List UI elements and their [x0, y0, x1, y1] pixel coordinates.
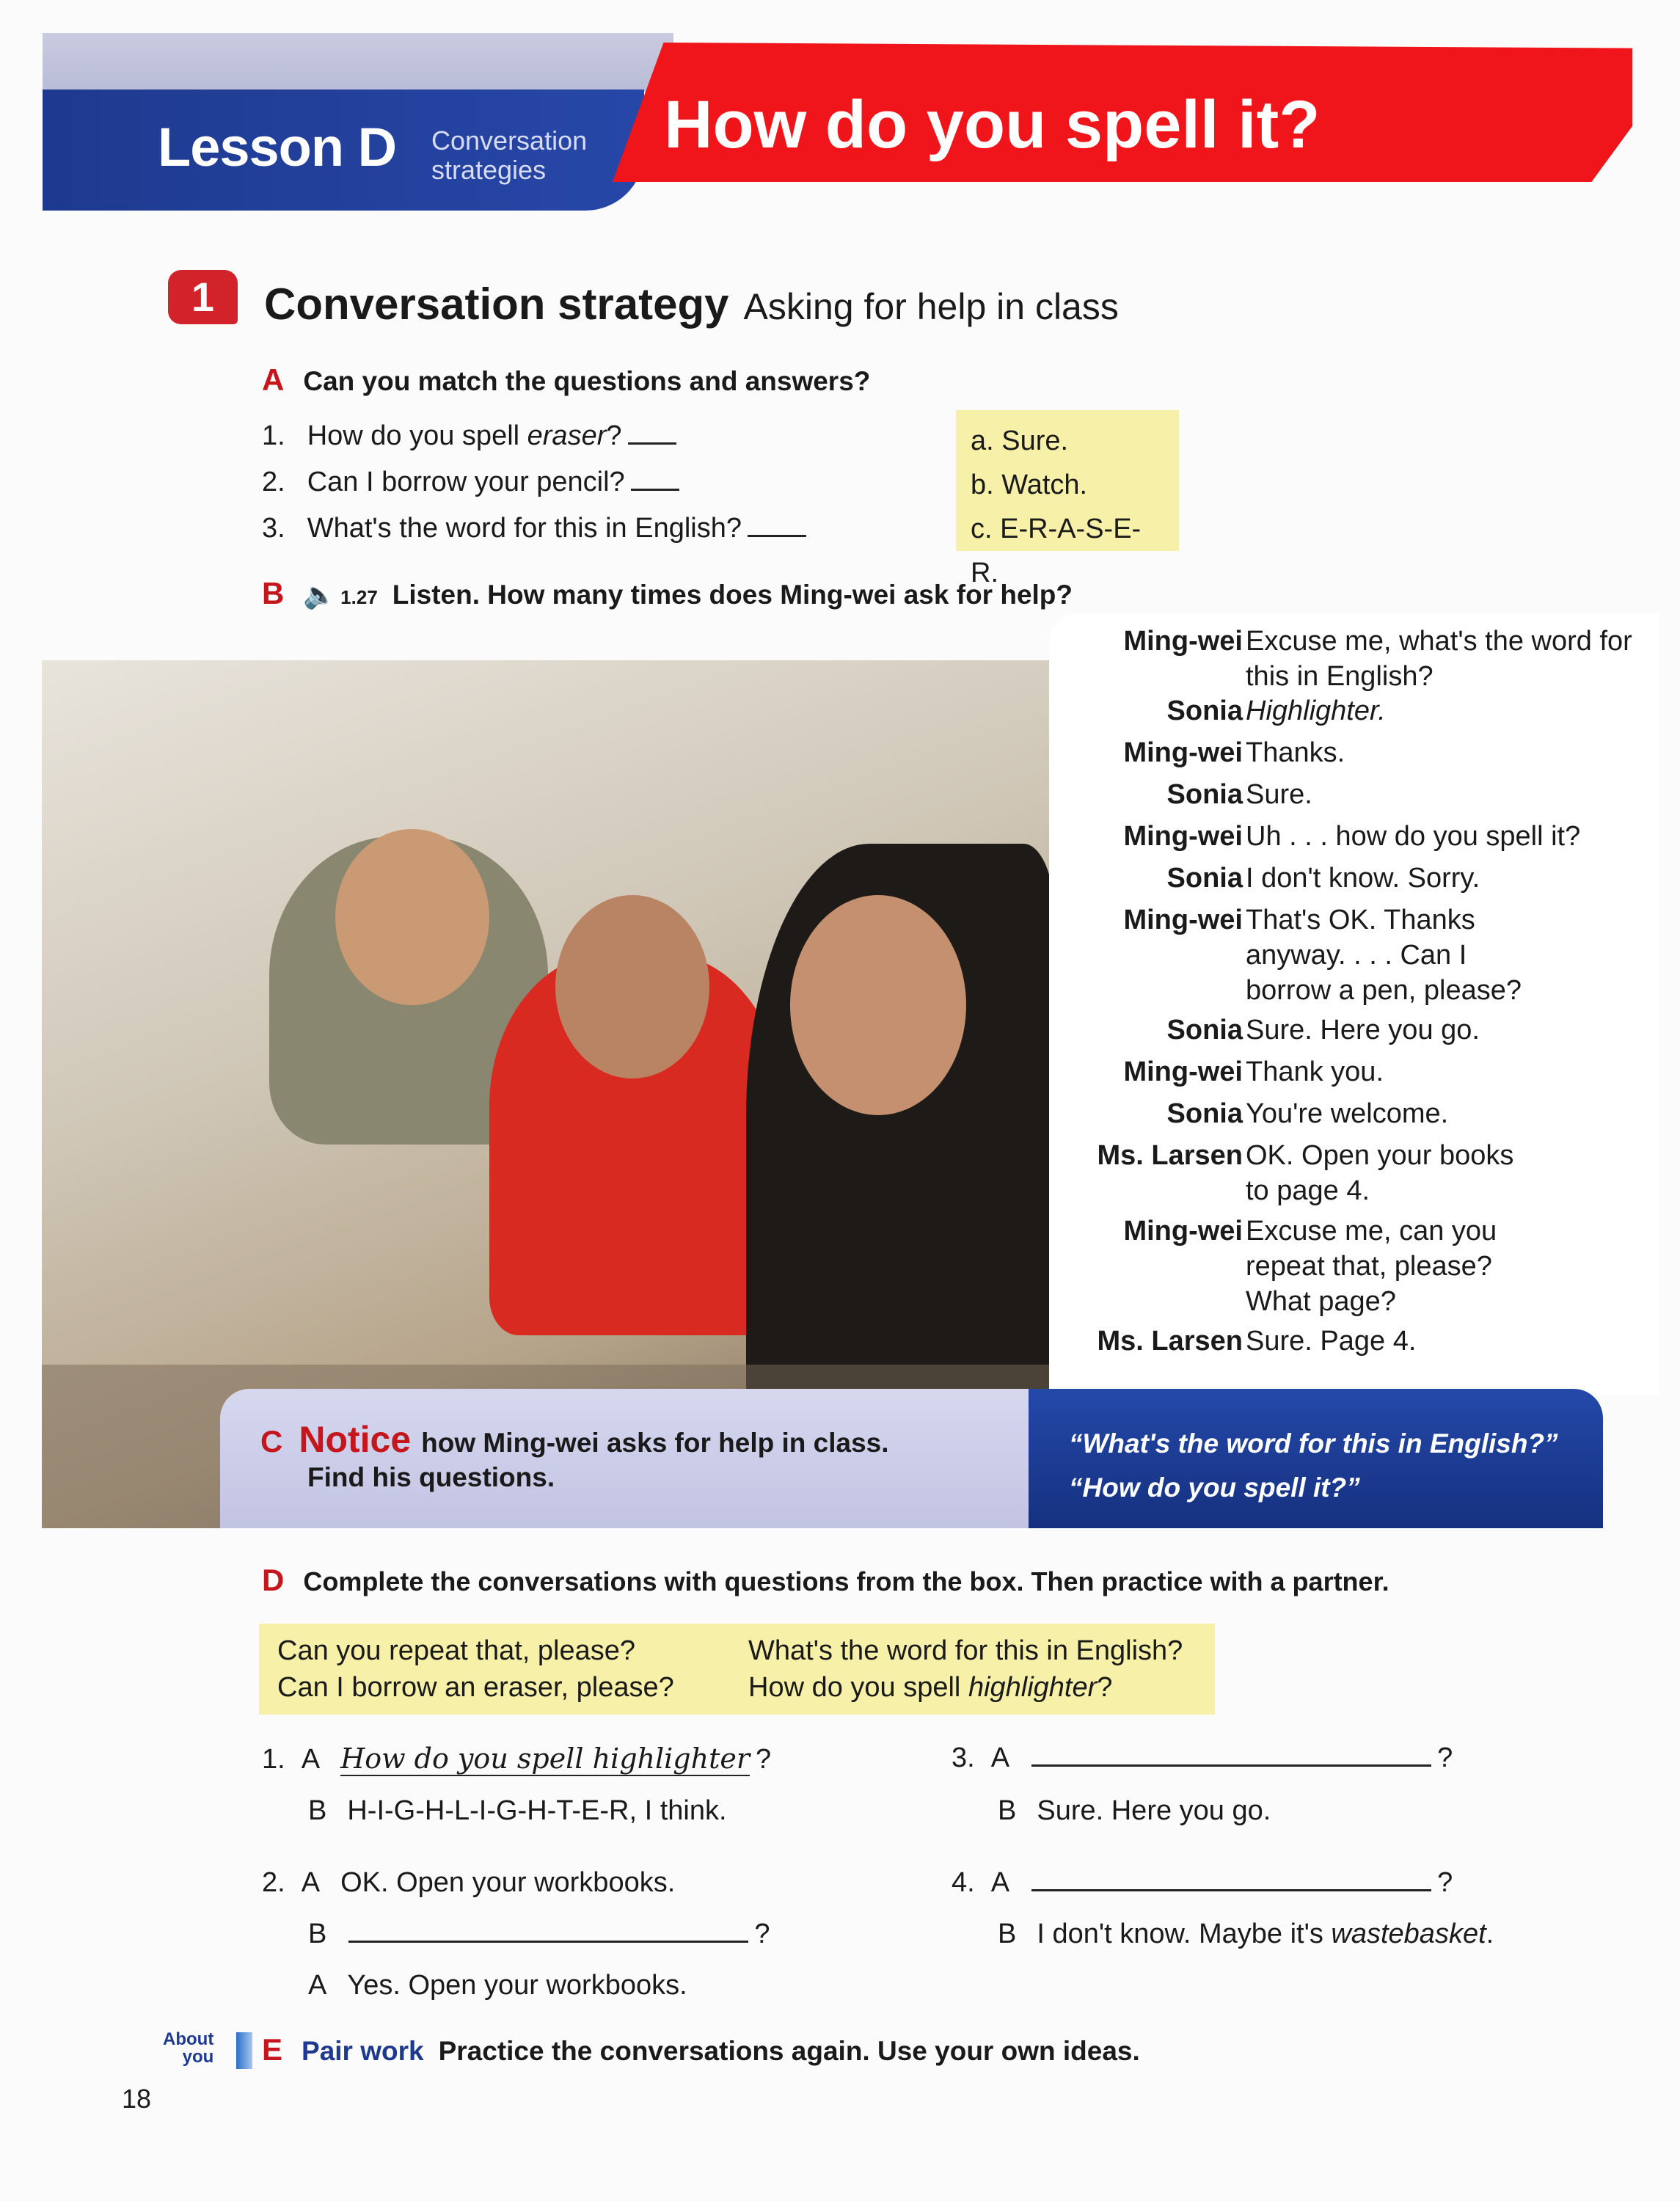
- speaker: Ming-wei: [1123, 905, 1243, 935]
- filled-answer[interactable]: How do you spell highlighter: [340, 1742, 750, 1775]
- dialog-panel: [1049, 613, 1659, 1395]
- exercise-3-a: [952, 1742, 1453, 1774]
- box-question: [748, 1669, 1183, 1706]
- section-title: Conversation strategy: [264, 280, 729, 329]
- part-instruction: Complete the conversations with questions from the box. Then practice with a partner.: [303, 1566, 1389, 1596]
- box-question: What's the word for this in English?: [748, 1635, 1183, 1666]
- part-letter: C: [260, 1424, 283, 1459]
- question-text: Can I borrow your pencil?: [307, 467, 625, 497]
- exercise-4-a: [952, 1867, 1453, 1899]
- speaker-label: A: [308, 1970, 327, 2001]
- line-end: .: [1486, 1919, 1494, 1949]
- box-emphasis: highlighter: [968, 1672, 1098, 1703]
- section-subtitle: Asking for help in class: [743, 286, 1119, 327]
- line-text: Thank you.: [1246, 1056, 1384, 1087]
- speaker: Ming-wei: [1123, 1216, 1243, 1246]
- page-number: 18: [122, 2084, 152, 2114]
- badge-text: you: [182, 2047, 214, 2067]
- box-text: How do you spell: [748, 1672, 968, 1703]
- question-end: ?: [606, 420, 622, 451]
- line-text: Excuse me, can you repeat that, please? What page?: [1246, 1216, 1497, 1317]
- line-text: I don't know. Sorry.: [1246, 863, 1480, 894]
- speaker: Ms. Larsen: [1097, 1140, 1243, 1171]
- notice-label: Notice: [299, 1419, 412, 1460]
- speaker-label: A: [990, 1867, 1010, 1898]
- line-text: Highlighter.: [1246, 696, 1386, 726]
- notice-box: [220, 1389, 1031, 1528]
- exercise-3-b: [998, 1795, 1271, 1827]
- exercise-1-b: [308, 1795, 727, 1827]
- line-emphasis: wastebasket: [1331, 1919, 1486, 1949]
- box-question: Can I borrow an eraser, please?: [277, 1672, 674, 1703]
- box-end: ?: [1097, 1672, 1113, 1703]
- quote: “What's the word for this in English?”: [1069, 1428, 1558, 1459]
- speaker-label: A: [301, 1867, 321, 1898]
- question-mark: ?: [1437, 1867, 1453, 1898]
- part-letter: D: [262, 1563, 285, 1597]
- line-text: Uh . . . how do you spell it?: [1246, 821, 1581, 852]
- speaker-label: A: [990, 1742, 1010, 1773]
- answer-blank[interactable]: [628, 442, 676, 445]
- section-number-badge: 1: [168, 270, 238, 324]
- line-text: Thanks.: [1246, 737, 1345, 768]
- line-text: OK. Open your books to page 4.: [1246, 1140, 1514, 1206]
- part-d-heading: [262, 1563, 1389, 1598]
- part-instruction: Practice the conversations again. Use your own ideas.: [438, 2036, 1140, 2066]
- speaker-label: B: [308, 1795, 327, 1826]
- exercise-2-a2: [308, 1970, 687, 2001]
- line-text: Sure. Page 4.: [1246, 1326, 1417, 1357]
- speaker: Ming-wei: [1123, 626, 1243, 657]
- line-text: That's OK. Thanks anyway. . . . Can I borrow a pen, please?: [1246, 905, 1522, 1006]
- line-text: I don't know. Maybe it's: [1037, 1919, 1332, 1949]
- answer-option: b. Watch.: [971, 470, 1088, 500]
- about-you-badge: [163, 2031, 213, 2066]
- section-heading: [264, 279, 1119, 329]
- answer-blank[interactable]: [1031, 1745, 1431, 1767]
- speaker-label: A: [301, 1744, 321, 1775]
- answer-blank[interactable]: [748, 535, 806, 537]
- question-3: [262, 513, 806, 544]
- speaker: Sonia: [1166, 696, 1243, 726]
- question-mark: ?: [756, 1744, 772, 1775]
- speaker: Sonia: [1166, 863, 1243, 894]
- speaker-label: B: [998, 1919, 1017, 1949]
- question-number: 2.: [262, 467, 285, 497]
- question-1: [262, 420, 676, 452]
- line-text: You're welcome.: [1246, 1098, 1449, 1129]
- notice-quotes: [1029, 1389, 1603, 1528]
- speaker-label: B: [998, 1795, 1017, 1826]
- lesson-label: Lesson D: [158, 117, 397, 178]
- about-you-marker: [236, 2032, 252, 2069]
- exercise-2-a: [262, 1867, 675, 1899]
- speaker: Ming-wei: [1123, 1056, 1243, 1087]
- lesson-sub-line: Conversation: [431, 125, 588, 156]
- speaker: Ming-wei: [1123, 737, 1243, 768]
- audio-icon[interactable]: 🔈: [303, 580, 337, 610]
- speaker: Sonia: [1166, 779, 1243, 810]
- badge-text: About: [163, 2029, 214, 2049]
- part-title: Pair work: [302, 2036, 424, 2066]
- answer-blank[interactable]: [631, 489, 679, 491]
- answer-blank[interactable]: [1031, 1869, 1431, 1891]
- part-letter: B: [262, 576, 285, 610]
- line-text: Sure. Here you go.: [1246, 1015, 1480, 1045]
- speaker: Ms. Larsen: [1097, 1326, 1243, 1357]
- exercise-4-b: [998, 1919, 1494, 1950]
- speaker: Ming-wei: [1123, 821, 1243, 852]
- answer-box: [956, 410, 1179, 588]
- question-number: 1.: [262, 420, 285, 451]
- notice-text: Find his questions.: [307, 1462, 555, 1492]
- question-2: [262, 467, 679, 498]
- part-letter: E: [262, 2032, 283, 2067]
- lesson-sub-line: strategies: [431, 155, 547, 185]
- question-text: What's the word for this in English?: [307, 513, 742, 544]
- exercise-number: 3.: [952, 1742, 975, 1773]
- notice-text: how Ming-wei asks for help in class.: [421, 1428, 889, 1458]
- question-number: 3.: [262, 513, 285, 544]
- line-text: Excuse me, what's the word for this in English?: [1246, 626, 1632, 692]
- part-b-heading: [262, 576, 1073, 611]
- audio-track: 1.27: [340, 586, 378, 608]
- speaker-label: B: [308, 1919, 327, 1949]
- quote: “How do you spell it?”: [1069, 1472, 1360, 1503]
- answer-blank[interactable]: [348, 1921, 748, 1943]
- line-text: OK. Open your workbooks.: [340, 1867, 676, 1898]
- question-mark: ?: [1437, 1742, 1453, 1773]
- lesson-subtitle: [431, 126, 587, 185]
- part-a-heading: [262, 362, 870, 398]
- question-text: How do you spell: [307, 420, 527, 451]
- part-instruction: Listen. How many times does Ming-wei ask for help?: [392, 580, 1073, 610]
- exercise-2-b: [308, 1919, 770, 1950]
- line-text: Yes. Open your workbooks.: [347, 1970, 687, 2001]
- exercise-number: 2.: [262, 1867, 285, 1898]
- part-e-heading: [262, 2032, 1140, 2067]
- part-instruction: Can you match the questions and answers?: [303, 366, 871, 396]
- box-question: Can you repeat that, please?: [277, 1635, 636, 1666]
- line-text: Sure. Here you go.: [1037, 1795, 1271, 1826]
- exercise-number: 4.: [952, 1867, 975, 1898]
- page-title: How do you spell it?: [664, 87, 1321, 162]
- line-text: H-I-G-H-L-I-G-H-T-E-R, I think.: [347, 1795, 727, 1826]
- line-text: Sure.: [1246, 779, 1312, 810]
- speaker: Sonia: [1166, 1015, 1243, 1045]
- question-mark: ?: [754, 1919, 770, 1949]
- answer-option: a. Sure.: [971, 426, 1069, 456]
- question-box: [259, 1624, 1215, 1715]
- exercise-number: 1.: [262, 1744, 285, 1775]
- part-letter: A: [262, 362, 285, 397]
- exercise-1-a: [262, 1742, 771, 1775]
- answer-option: c. E-R-A-S-E-R.: [971, 514, 1142, 588]
- speaker: Sonia: [1166, 1098, 1243, 1129]
- header-strip: [43, 33, 673, 92]
- question-emphasis: eraser: [527, 420, 607, 451]
